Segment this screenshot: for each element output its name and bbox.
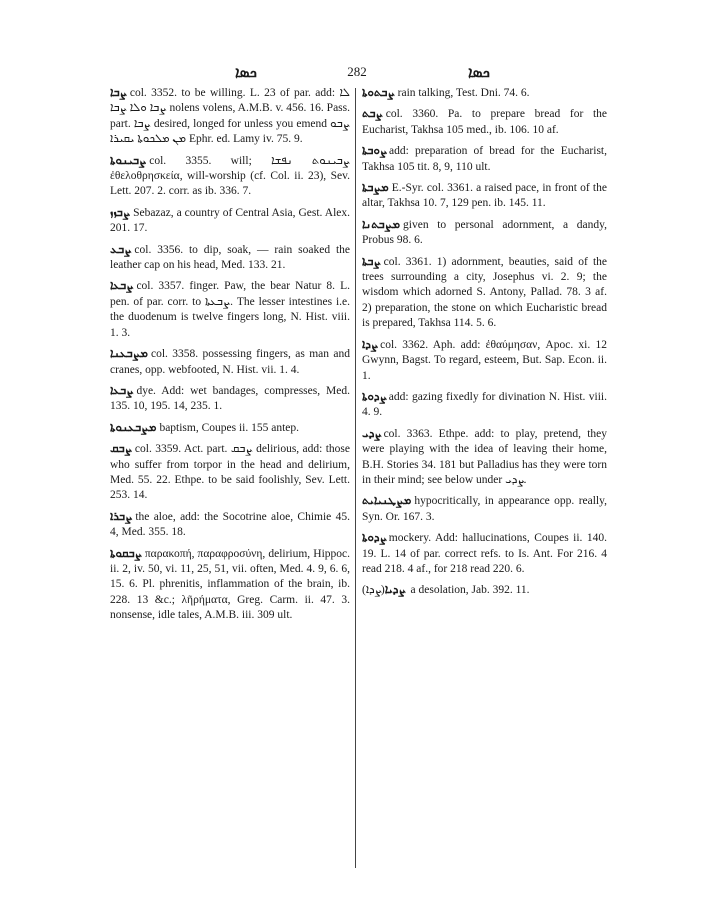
entry-headword: ܡܨܛܢܝܐܝܬ <box>362 495 412 508</box>
dictionary-entry <box>110 547 350 624</box>
entry-headword: ܡܨܒܬܢܐ <box>362 218 401 231</box>
dictionary-entry <box>110 279 350 341</box>
entry-text: add: preparation of bread for the Eucharist, Takhsa 105 tit. 8, 9, 110 ult. <box>362 145 607 173</box>
column-divider <box>355 88 356 868</box>
entry-headword: ܡܨܒܥܢܘܬܐ <box>110 421 157 434</box>
dictionary-entry <box>110 347 350 378</box>
entry-text: col. 3352. to be willing. L. 23 of par. add: ܠܐ ܨܒܐ ܘܠܐ ܨܒܐ nolens volens, A.M.B. v. 456. 16. Pass. part. ܨܒܐ desired, longed for unless you emend ܨܒܘ ܡܢ ܡܠܟܘܬܐ ܝܩܝܪܐ Ephr. ed. Lamy iv. 75. 9. <box>110 87 350 146</box>
entry-text: col. 3361. 1) adornment, beauties, said of the trees surrounding a city, Josephus vi. 2. 9; the wisdom which adorned S. Antony, Pallad. 78. 3 af. 2) preparation, the stone on which Eucharistic bread is prepared, Takhsa 114. 5. 6. <box>362 255 607 330</box>
dictionary-entry <box>362 218 607 249</box>
dictionary-entry <box>362 86 607 101</box>
entry-headword: ܨܒܥܐ <box>110 280 134 293</box>
dictionary-entry <box>362 338 607 384</box>
dictionary-entry <box>362 531 607 577</box>
entry-text: col. 3358. possessing fingers, as man and cranes, opp. webfooted, N. Hist. vii. 1. 4. <box>110 348 350 376</box>
entry-headword: ܡܨܒܬܐ <box>362 182 389 195</box>
dictionary-entry <box>362 181 607 212</box>
entry-text: given to personal adornment, a dandy, Probus 98. 6. <box>362 218 607 247</box>
entry-headword: ܨܒܩܘܬܐ <box>110 547 142 560</box>
entry-headword: ܨܒܥ <box>110 243 132 256</box>
entry-headword: ܨܒܐ <box>110 87 127 99</box>
entry-headword: ܡܨܒܥܢܐ <box>110 348 148 361</box>
entry-text: col. 3359. Act. part. ܨܒܩ delirious, add: those who suffer from torpor in the head and delirium, Med. 55. 22. Ethpe. to be said foolishly, Sev. Lett. 253. 14. <box>110 443 350 502</box>
entry-headword: ܨܕܐ <box>362 338 378 351</box>
entry-headword: ܨܕܝ <box>362 427 381 440</box>
entry-text: col. 3356. to dip, soak, — rain soaked the leather cap on his head, Med. 133. 21. <box>110 243 350 272</box>
entry-text: rain talking, Test. Dni. 74. 6. <box>397 87 530 99</box>
dictionary-entry <box>110 243 350 274</box>
entry-headword: ܨܒܝܢܘܬܐ <box>110 154 147 167</box>
running-head-left: ܟܣܐ <box>235 65 257 81</box>
dictionary-entry <box>110 421 350 436</box>
entry-headword: ܨܒܩ <box>110 443 132 456</box>
entry-text: hypocritically, in appearance opp. really, Syn. Or. 167. 3. <box>362 495 607 523</box>
entry-text: dye. Add: wet bandages, compresses, Med. 135. 10, 195. 14, 235. 1. <box>110 384 350 413</box>
entry-headword: ܨܕܘܬܐ <box>362 390 386 403</box>
entry-text: the aloe, add: the Socotrine aloe, Chimie 45. 4, Med. 355. 18. <box>110 510 350 539</box>
right-column <box>362 86 607 605</box>
entry-headword: ܨܒܬܘܬܐ <box>362 87 395 99</box>
entry-text: baptism, Coupes ii. 155 antep. <box>159 421 300 434</box>
page-number: 282 <box>347 64 367 79</box>
dictionary-entry <box>110 442 350 504</box>
entry-headword: ܨܒܬ <box>362 108 383 121</box>
running-head-right: ܟܣܐ <box>468 65 490 81</box>
dictionary-entry <box>362 390 607 421</box>
entry-text: (ܨܕܐ) a desolation, Jab. 392. 11. <box>362 584 530 597</box>
entry-text: mockery. Add: hallucinations, Coupes ii. 140. 19. L. 14 of par. correct refs. to Is. Ant. For 216. 4 read 218. 4 af., for 218 read 220. 6. <box>362 532 607 575</box>
entry-headword: ܨܕܘܬܐ <box>362 532 386 545</box>
entry-headword: ܨܒܬܐ <box>362 255 381 268</box>
dictionary-entry <box>362 107 607 138</box>
dictionary-entry <box>110 86 350 148</box>
entry-text: Sebazaz, a country of Central Asia, Gest. Alex. 201. 17. <box>110 206 350 235</box>
dictionary-entry <box>110 206 350 237</box>
dictionary-entry <box>362 255 607 332</box>
dictionary-entry <box>110 384 350 415</box>
dictionary-entry <box>362 583 607 598</box>
left-column <box>110 86 350 630</box>
dictionary-entry <box>362 144 607 175</box>
entry-text: col. 3357. finger. Paw, the bear Natur 8. L. pen. of par. corr. to ܨܒܥܬܐ. The lesser intestines i.e. the duodenum is twelve fingers long, N. Hist. viii. 1. 3. <box>110 280 350 339</box>
entry-text: col. 3363. Ethpe. add: to play, pretend, they were playing with the idea of leaving their home, B.H. Stories 34. 181 but Palladius has they were torn in their mind; see below under ܨܕܝ. <box>362 427 607 486</box>
dictionary-entry <box>110 510 350 541</box>
dictionary-entry <box>362 494 607 525</box>
dictionary-entry <box>362 427 607 489</box>
entry-headword: ܨܘܒܬܐ <box>362 145 387 158</box>
entry-text: E.-Syr. col. 3361. a raised pace, in front of the altar, Takhsa 10. 7, 129 pen. ib. 145. 11. <box>362 182 607 210</box>
entry-text: παρακοπή, παραφροσύνη, delirium, Hippoc. ii. 2, iv. 50, vi. 11, 25, 51, vii. often, Med. 4. 9, 6. 6, 15. 6. Pl. phrenitis, inflammation of the brain, ib. 228. 13 &c.; λῆρήματα, Greg. Carm. ii. 47. 3. nonsense, idle tales, A.M.B. iii. 309 ult. <box>110 547 350 622</box>
dictionary-entry <box>110 154 350 200</box>
entry-text: add: gazing fixedly for divination N. Hist. viii. 4. 9. <box>362 390 607 419</box>
entry-headword: ܨܒܙܙ <box>110 206 131 219</box>
entry-text: col. 3355. will; ܨܒܝܢܘܬ ܢܦܫܐ ἐθελοθρησκεία, will-worship (cf. Col. ii. 23), Sev. Lett. 207. 2. corr. as ib. 336. 7. <box>110 154 350 198</box>
entry-text: col. 3360. Pa. to prepare bread for the Eucharist, Takhsa 105 med., ib. 106. 10 af. <box>362 108 607 136</box>
entry-headword: ܨܕܝܐ <box>384 584 405 597</box>
entry-headword: ܨܒܥܐ <box>110 384 134 397</box>
entry-text: col. 3362. Aph. add: ἐθαύμησαν, Apoc. xi. 12 Gwynn, Bagst. To regard, esteem, But. Sap. Econ. ii. 1. <box>362 338 607 382</box>
entry-headword: ܨܒܪܐ <box>110 510 133 523</box>
